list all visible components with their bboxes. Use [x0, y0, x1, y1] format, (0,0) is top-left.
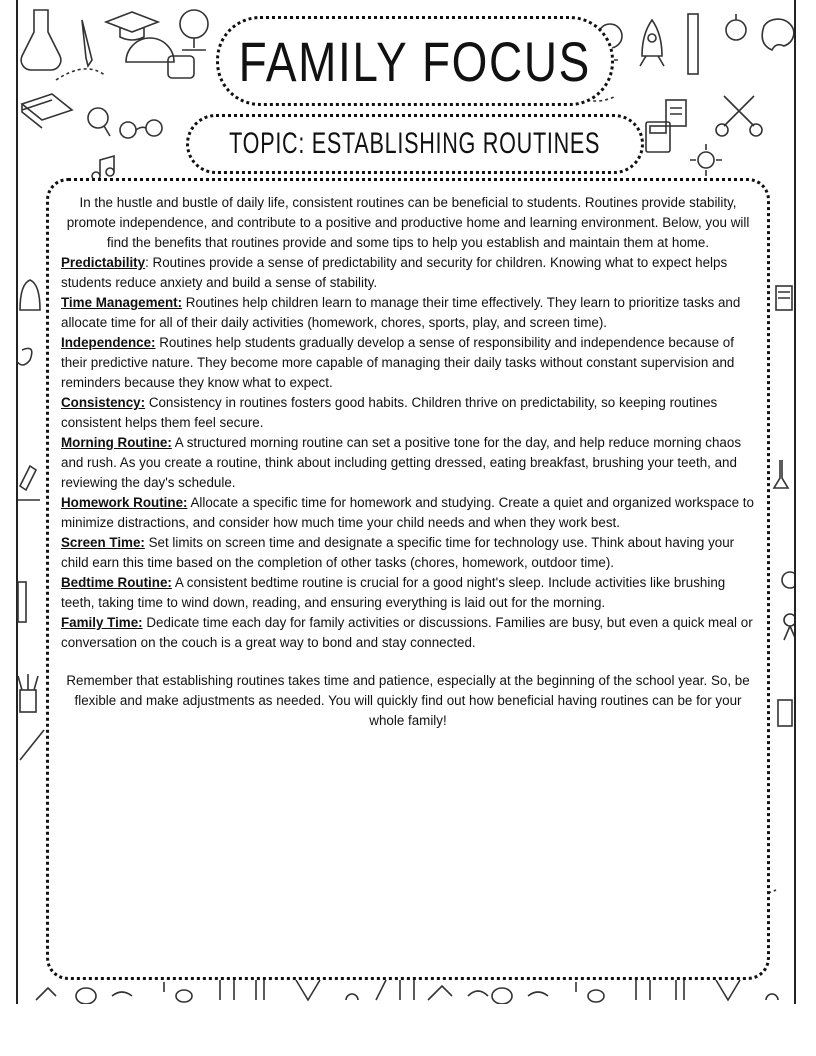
paintbrush-icon	[20, 730, 44, 760]
section-time-management	[61, 293, 755, 333]
pencil-icon	[82, 20, 92, 66]
section-text: A structured morning routine can set a positive tone for the day, and help reduce morning chaos and rush. As you create a routine, think about including getting dressed, eating breakfast, brushing your teeth, and reviewing the day's schedule.	[61, 435, 742, 490]
protractor-icon	[126, 38, 174, 62]
section-predictability	[61, 253, 755, 293]
section-text: Dedicate time each day for family activities or discussions. Families are busy, but even a quick meal or conversation on the couch is a great way to bond and stay connected.	[61, 615, 753, 650]
scissors-icon	[716, 96, 762, 136]
section-term: Morning Routine:	[61, 435, 172, 450]
book-icon-right	[778, 700, 792, 726]
rocket-icon	[640, 20, 664, 66]
section-text: Routines help children learn to manage their time effectively. They learn to prioritize tasks and allocate time for all of their daily activities (homework, chores, sports, play, and screen time).	[61, 295, 741, 330]
section-term: Homework Routine:	[61, 495, 188, 510]
notebook-icon	[776, 286, 792, 310]
book-stack-icon	[22, 94, 72, 128]
palette-icon	[762, 19, 794, 50]
section-consistency	[61, 393, 755, 433]
ruler-icon	[688, 14, 698, 74]
bell-icon	[20, 280, 40, 310]
section-term: Predictability	[61, 255, 146, 270]
apple-icon	[726, 14, 746, 40]
section-bedtime-routine	[61, 573, 755, 613]
topic-heading: TOPIC: ESTABLISHING ROUTINES	[229, 127, 601, 160]
page-title: FAMILY FOCUS	[238, 29, 592, 93]
microscope-icon	[18, 466, 40, 500]
pencil-cup-icon	[18, 674, 38, 712]
flask-icon	[21, 10, 61, 70]
section-text: A consistent bedtime routine is crucial for a good night's sleep. Include activities like brushing teeth, taking time to wind down, reading, and ensuring everything is laid out for the morning.	[61, 575, 726, 610]
flask-icon-right	[774, 460, 788, 488]
glasses-icon	[120, 120, 162, 138]
section-text: Consistency in routines fosters good habits. Children thrive on predictability, so keeping routines consistent helps them feel secure.	[61, 395, 718, 430]
newsletter-page	[16, 0, 796, 1004]
closing-paragraph: Remember that establishing routines takes time and patience, especially at the beginning of the school year. So, be flexible and make adjustments as needed. You will quickly find out how beneficial having routines can be for your whole family!	[66, 673, 750, 728]
section-homework-routine	[61, 493, 755, 533]
backpack-icon	[168, 56, 194, 78]
section-text: Routines help students gradually develop a sense of responsibility and independence because of their predictive nature. They become more capable of managing their daily tasks without constant supervision and reminders because they know what to expect.	[61, 335, 735, 390]
compass-icon	[784, 614, 796, 640]
globe-icon-lower	[782, 572, 796, 588]
section-independence	[61, 333, 755, 393]
section-text: Allocate a specific time for homework and studying. Create a quiet and organized workspace to minimize distractions, and consider how much time your child needs and when they work best.	[61, 495, 754, 530]
decorative-dashed-line-3	[56, 69, 106, 80]
section-term: Screen Time:	[61, 535, 145, 550]
section-text: : Routines provide a sense of predictability and security for children. Knowing what to expect helps students reduce anxiety and build a sense of stability.	[61, 255, 728, 290]
title-banner	[216, 16, 614, 106]
section-term: Time Management:	[61, 295, 183, 310]
section-term: Bedtime Routine:	[61, 575, 172, 590]
swirl-icon	[16, 348, 32, 365]
globe-icon	[180, 10, 208, 50]
section-morning-routine	[61, 433, 755, 493]
magnifier-icon	[88, 108, 110, 136]
music-note-icon	[92, 156, 114, 180]
ruler-icon-left	[18, 582, 26, 622]
graduation-cap-icon	[106, 12, 158, 40]
topic-banner	[186, 114, 644, 174]
content-panel	[46, 178, 770, 980]
intro-paragraph: In the hustle and bustle of daily life, consistent routines can be beneficial to students. Routines provide stability, promote independence, and contribute to a positive and productive home and learning environment. Below, you will find the benefits that routines provide and some tips to help you establish and maintain them at home.	[66, 195, 750, 250]
section-term: Independence:	[61, 335, 156, 350]
section-screen-time	[61, 533, 755, 573]
section-term: Family Time:	[61, 615, 143, 630]
section-term: Consistency:	[61, 395, 146, 410]
section-family-time	[61, 613, 755, 653]
section-text: Set limits on screen time and designate a specific time for technology use. Think about having your child earn this time based on the completion of other tasks (chores, homework, outdoor time).	[61, 535, 735, 570]
sun-icon	[690, 144, 722, 176]
